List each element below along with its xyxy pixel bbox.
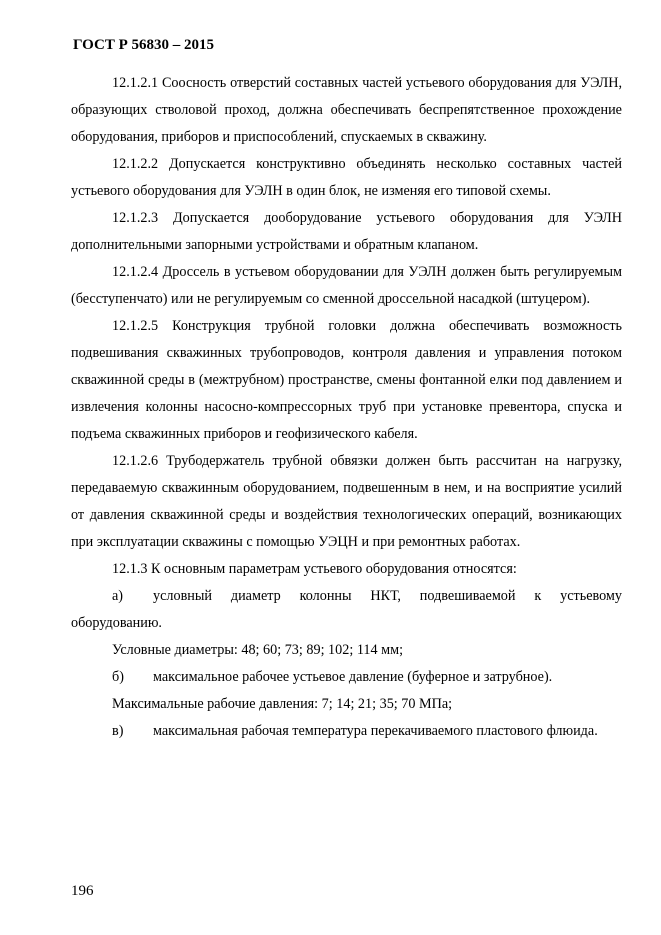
page-number: 196 <box>71 883 94 899</box>
document-body <box>71 70 622 745</box>
paragraph-12-1-2-4: 12.1.2.4 Дроссель в устьевом оборудовании для УЭЛН должен быть регулируемым (бесступенчато) или не регулируемым со сменной дроссельной насадкой (штуцером). <box>71 264 622 307</box>
list-item-a <box>71 583 622 637</box>
paragraph-12-1-2-6: 12.1.2.6 Трубодержатель трубной обвязки должен быть рассчитан на нагрузку, передаваемую скважинным оборудованием, подвешенным в нем, и на восприятие усилий от давления скважинной среды и воздействия технологических операций, возникающих при эксплуатации скважины с помощью УЭЦН и при ремонтных работах. <box>71 453 622 550</box>
document-header: ГОСТ Р 56830 – 2015 <box>73 37 215 53</box>
list-item-b <box>71 664 622 691</box>
list-text-b: максимальное рабочее устьевое давление (буферное и затрубное). <box>153 669 553 685</box>
paragraph-12-1-2-2: 12.1.2.2 Допускается конструктивно объединять несколько составных частей устьевого оборудования для УЭЛН в один блок, не изменяя его типовой схемы. <box>71 156 622 199</box>
list-note-b: Максимальные рабочие давления: 7; 14; 21; 35; 70 МПа; <box>112 696 453 712</box>
list-item-v <box>71 718 622 745</box>
paragraph-12-1-3: 12.1.3 К основным параметрам устьевого оборудования относятся: <box>112 561 517 577</box>
paragraph-12-1-2-3: 12.1.2.3 Допускается дооборудование устьевого оборудования для УЭЛН дополнительными запорными устройствами и обратным клапаном. <box>71 210 622 253</box>
paragraph-12-1-2-1: 12.1.2.1 Соосность отверстий составных частей устьевого оборудования для УЭЛН, образующих стволовой проход, должна обеспечивать беспрепятственное прохождение оборудования, приборов и приспособлений, спускаемых в скважину. <box>71 75 622 145</box>
list-note-a: Условные диаметры: 48; 60; 73; 89; 102; 114 мм; <box>112 642 404 658</box>
list-text-a: условный диаметр колонны НКТ, подвешиваемой к устьевому оборудованию. <box>71 588 622 631</box>
paragraph-12-1-2-5: 12.1.2.5 Конструкция трубной головки должна обеспечивать возможность подвешивания скважинных трубопроводов, контроля давления и управления потоком скважинной среды в (межтрубном) пространстве, смены фонтанной елки под давлением и извлечения колонны насосно-компрессорных труб при установке превентора, спуска и подъема скважинных приборов и геофизического кабеля. <box>71 318 622 442</box>
list-marker-b: б) <box>112 669 124 685</box>
list-marker-v: в) <box>112 723 124 739</box>
list-marker-a: а) <box>112 588 124 604</box>
list-text-v: максимальная рабочая температура перекачиваемого пластового флюида. <box>153 723 598 739</box>
